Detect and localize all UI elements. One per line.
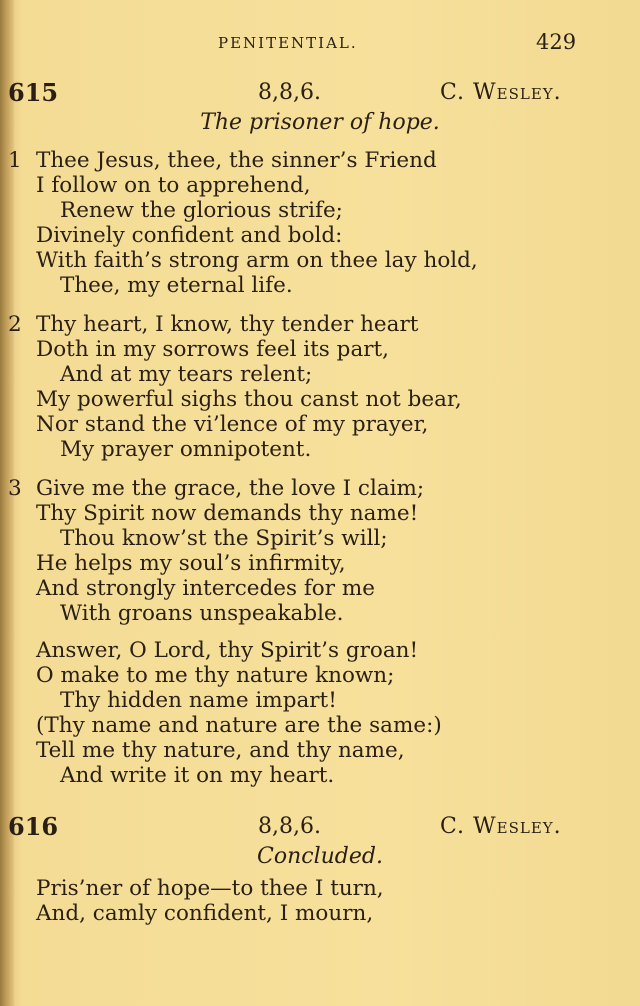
verse-number: 2: [8, 312, 22, 337]
verse-line: Pris’ner of hope—to thee I turn,: [36, 876, 384, 901]
verse-line: O make to me thy nature known;: [36, 663, 395, 688]
hymn-616-title: Concluded.: [257, 844, 383, 869]
verse-line: And, camly confident, I mourn,: [36, 901, 374, 926]
verse-line: With faith’s strong arm on thee lay hold,: [36, 248, 478, 273]
hymn-number: 616: [8, 812, 59, 841]
verse-line: My prayer omnipotent.: [60, 437, 312, 462]
hymn-meter: 8,8,6.: [258, 814, 321, 839]
running-head: PENITENTIAL.: [218, 34, 358, 52]
verse-line: Thy Spirit now demands thy name!: [36, 501, 419, 526]
verse-number: 1: [8, 148, 22, 173]
verse-number: 3: [8, 476, 22, 501]
verse-line: Thee Jesus, thee, the sinner’s Friend: [36, 148, 437, 173]
hymn-author: C. Wesley.: [440, 80, 562, 105]
hymn-meter: 8,8,6.: [258, 80, 321, 105]
hymn-author: C. Wesley.: [440, 814, 562, 839]
page-number: 429: [536, 30, 577, 54]
verse-line: Renew the glorious strife;: [60, 198, 343, 223]
verse-line: And strongly intercedes for me: [36, 576, 375, 601]
verse-line: Answer, O Lord, thy Spirit’s groan!: [36, 638, 419, 663]
hymn-616-heading: [0, 812, 640, 842]
verse-line: (Thy name and nature are the same:): [36, 713, 442, 738]
verse-line: Nor stand the vi’lence of my prayer,: [36, 412, 429, 437]
verse-line: Divinely confident and bold:: [36, 223, 343, 248]
hymn-number: 615: [8, 78, 59, 107]
verse-line: With groans unspeakable.: [60, 601, 344, 626]
verse-line: And at my tears relent;: [60, 362, 313, 387]
verse-line: He helps my soul’s infirmity,: [36, 551, 346, 576]
verse-line: And write it on my heart.: [60, 763, 335, 788]
verse-line: Thou know’st the Spirit’s will;: [60, 526, 388, 551]
hymn-615-title: The prisoner of hope.: [200, 110, 440, 135]
verse-line: Doth in my sorrows feel its part,: [36, 337, 390, 362]
verse-line: Give me the grace, the love I claim;: [36, 476, 425, 501]
verse-line: Thy heart, I know, thy tender heart: [36, 312, 419, 337]
verse-line: I follow on to apprehend,: [36, 173, 311, 198]
verse-line: Thee, my eternal life.: [60, 273, 293, 298]
hymn-615-heading: [0, 78, 640, 108]
verse-line: Thy hidden name impart!: [60, 688, 337, 713]
verse-line: Tell me thy nature, and thy name,: [36, 738, 405, 763]
page-header: [0, 30, 640, 58]
verse-line: My powerful sighs thou canst not bear,: [36, 387, 462, 412]
